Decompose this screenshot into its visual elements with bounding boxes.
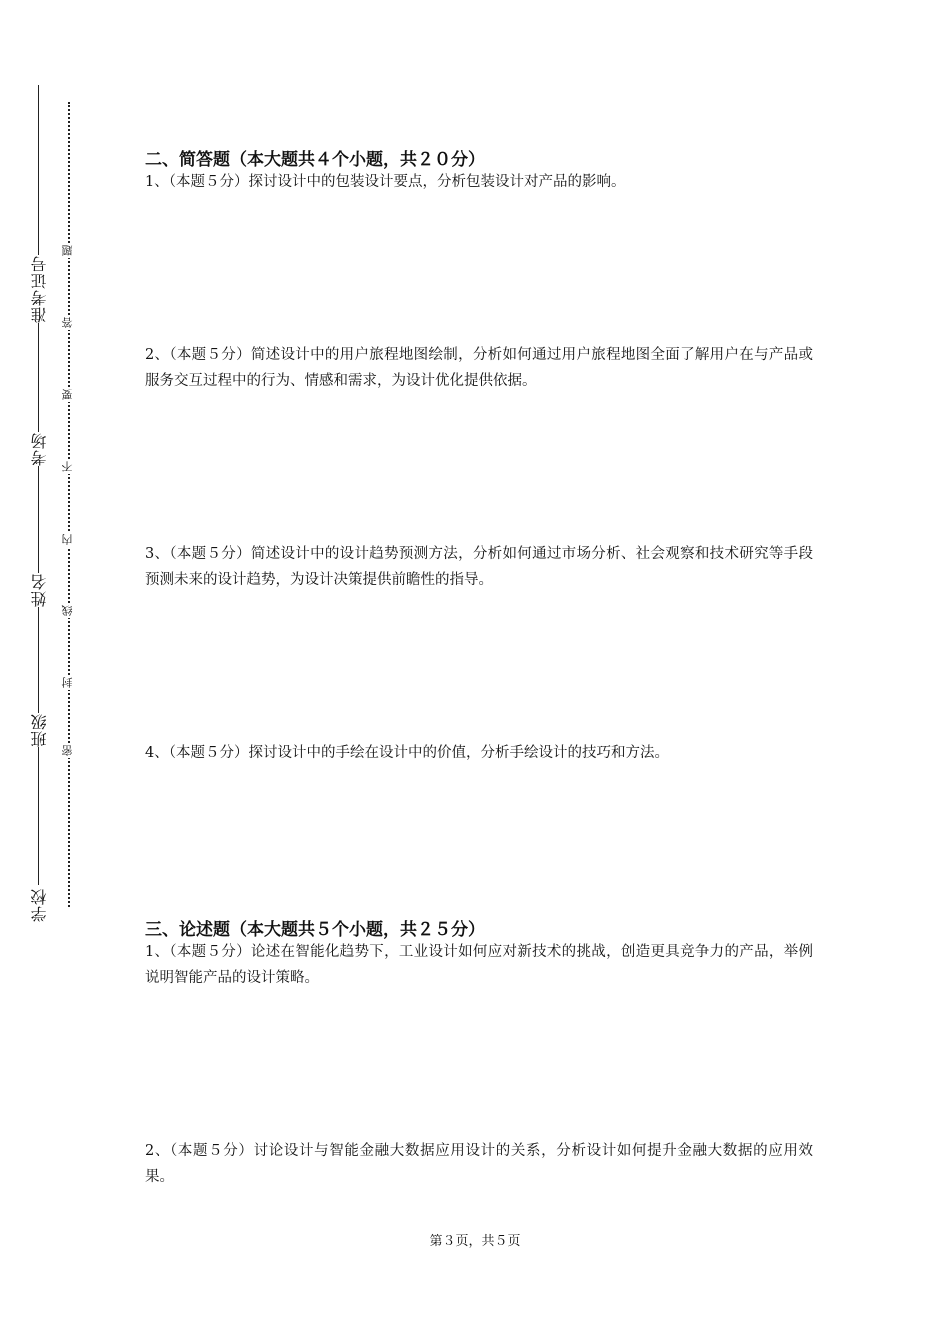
school-label: 学校 [30,888,49,922]
seal-char: 密 [61,745,74,756]
seal-char: 答 [61,317,74,328]
seal-char: 线 [61,605,74,616]
seal-char: 要 [61,389,74,400]
seal-char: 封 [61,677,74,688]
seal-char: 题 [61,245,74,256]
class-label: 班级 [30,713,49,747]
page-number: 第３页，共５页 [429,1234,521,1249]
section-title-essay: 三、论述题（本大题共５个小题，共２５分） [145,920,485,940]
question-item: 2、（本题５分）讨论设计与智能金融大数据应用设计的关系，分析设计如何提升金融大数据的应用效果。 [145,1143,813,1185]
question-item: 3、（本题５分）简述设计中的设计趋势预测方法，分析如何通过市场分析、社会观察和技术研究等手段预测未来的设计趋势，为设计决策提供前瞻性的指导。 [145,546,813,588]
question-item: 2、（本题５分）简述设计中的用户旅程地图绘制，分析如何通过用户旅程地图全面了解用户在与产品或服务交互过程中的行为、情感和需求，为设计优化提供依据。 [145,347,813,389]
question-item: 4、（本题５分）探讨设计中的手绘在设计中的价值，分析手绘设计的技巧和方法。 [145,745,669,761]
question-item: 1、（本题５分）论述在智能化趋势下，工业设计如何应对新技术的挑战，创造更具竞争力的产品，举例说明智能产品的设计策略。 [145,944,813,986]
seal-dotted-line [68,102,70,907]
binding-line [38,85,39,885]
seal-char: 不 [61,461,74,472]
name-label: 姓名 [30,573,49,607]
exam-number-label: 准考证号 [30,255,49,323]
exam-room-label: 考场 [30,432,49,466]
question-item: 1、（本题５分）探讨设计中的包装设计要点，分析包装设计对产品的影响。 [145,174,626,190]
section-title-short-answer: 二、简答题（本大题共４个小题，共２０分） [145,150,485,170]
seal-char: 内 [61,534,74,545]
